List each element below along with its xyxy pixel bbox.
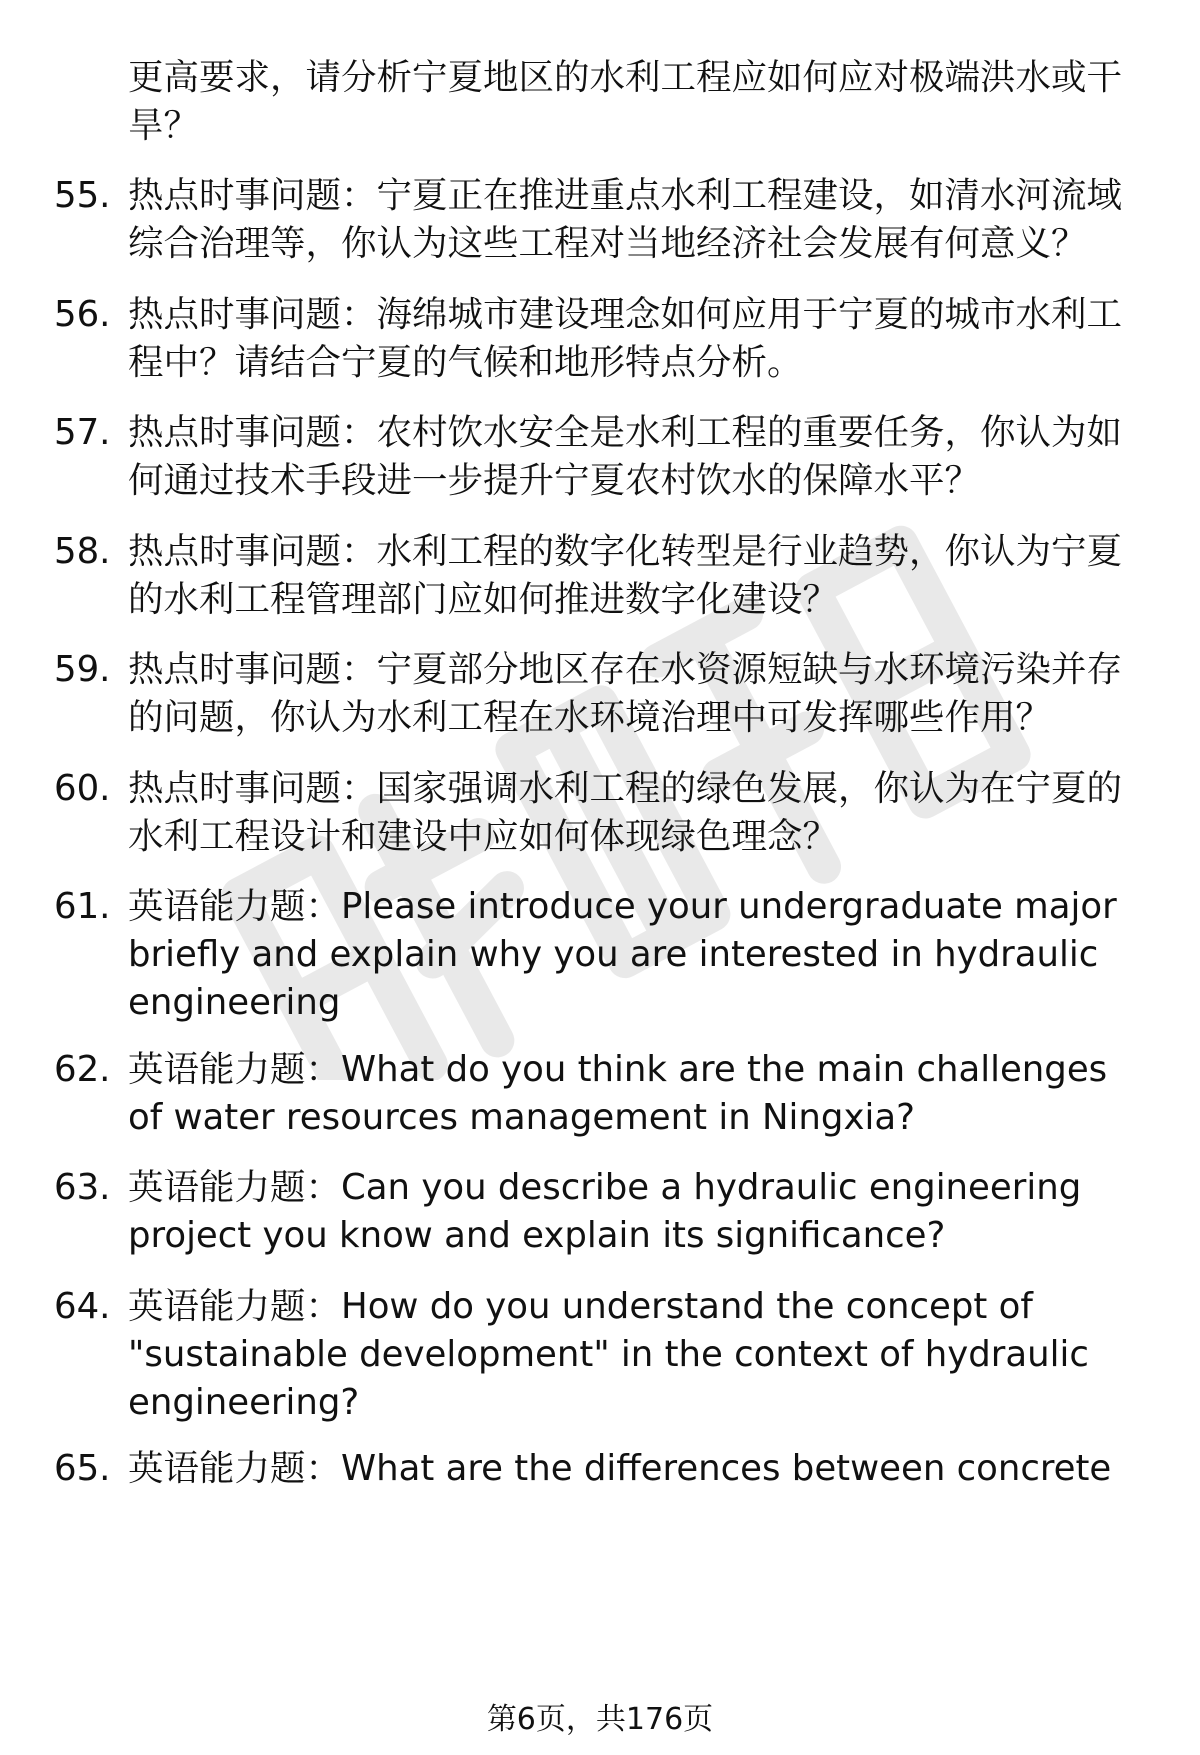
item-body: Please introduce your undergraduate major briefly and explain why you are interested in hydraulic engineering [128, 886, 1117, 1023]
item-category: 热点时事问题： [128, 412, 377, 453]
item-text [128, 528, 1148, 624]
item-body: 海绵城市建设理念如何应用于宁夏的城市水利工程中？请结合宁夏的气候和地形特点分析。 [128, 294, 1123, 383]
item-text [128, 409, 1148, 505]
list-item [54, 1445, 1154, 1493]
item-number: 59. [54, 649, 111, 690]
item-text [128, 1445, 1148, 1493]
item-text [128, 646, 1148, 742]
item-category: 英语能力题： [128, 1448, 342, 1489]
item-category: 热点时事问题： [128, 649, 377, 690]
list-item [54, 765, 1154, 861]
item-text [128, 172, 1148, 268]
item-number: 63. [54, 1167, 111, 1208]
list-item [54, 1283, 1154, 1427]
list-item [54, 172, 1154, 268]
item-text [128, 1164, 1148, 1260]
item-body: 水利工程的数字化转型是行业趋势，你认为宁夏的水利工程管理部门应如何推进数字化建设？ [128, 531, 1123, 620]
list-item [54, 1046, 1154, 1142]
item-number: 65. [54, 1448, 111, 1489]
item-number: 55. [54, 175, 111, 216]
item-category: 英语能力题： [128, 1167, 342, 1208]
list-item [54, 646, 1154, 742]
item-body: Can you describe a hydraulic engineering project you know and explain its significance? [128, 1167, 1082, 1256]
item-number: 64. [54, 1286, 111, 1327]
item-text [128, 1046, 1148, 1142]
item-number: 61. [54, 886, 111, 927]
item-text [128, 765, 1148, 861]
item-text [128, 1283, 1148, 1427]
item-category: 热点时事问题： [128, 768, 377, 809]
item-category: 英语能力题： [128, 886, 342, 927]
item-number: 60. [54, 768, 111, 809]
item-body: What do you think are the main challenges of water resources management in Ningxia? [128, 1049, 1108, 1138]
item-number: 57. [54, 412, 111, 453]
continuation-text: 更高要求，请分析宁夏地区的水利工程应如何应对极端洪水或干旱？ [128, 57, 1123, 146]
item-category: 热点时事问题： [128, 294, 377, 335]
item-number: 58. [54, 531, 111, 572]
list-item [54, 528, 1154, 624]
item-body: 国家强调水利工程的绿色发展，你认为在宁夏的水利工程设计和建设中应如何体现绿色理念？ [128, 768, 1123, 857]
item-text [128, 883, 1148, 1027]
item-body: How do you understand the concept of "sustainable development" in the context of hydraulic engineering? [128, 1286, 1089, 1423]
item-category: 热点时事问题： [128, 175, 377, 216]
item-category: 英语能力题： [128, 1049, 342, 1090]
list-item [54, 1164, 1154, 1260]
page-number-footer: 第6页，共176页 [486, 1702, 714, 1737]
item-body: 农村饮水安全是水利工程的重要任务，你认为如何通过技术手段进一步提升宁夏农村饮水的保障水平？ [128, 412, 1123, 501]
item-text [128, 291, 1148, 387]
list-item [54, 883, 1154, 1027]
item-body: What are the differences between concrete [341, 1448, 1112, 1489]
list-item [54, 291, 1154, 387]
list-item [54, 409, 1154, 505]
continuation-item [54, 54, 1154, 150]
item-category: 英语能力题： [128, 1286, 342, 1327]
item-body: 宁夏正在推进重点水利工程建设，如清水河流域综合治理等，你认为这些工程对当地经济社会发展有何意义？ [128, 175, 1123, 264]
item-body: 宁夏部分地区存在水资源短缺与水环境污染并存的问题，你认为水利工程在水环境治理中可发挥哪些作用？ [128, 649, 1123, 738]
item-category: 热点时事问题： [128, 531, 377, 572]
item-number: 62. [54, 1049, 111, 1090]
item-number: 56. [54, 294, 111, 335]
